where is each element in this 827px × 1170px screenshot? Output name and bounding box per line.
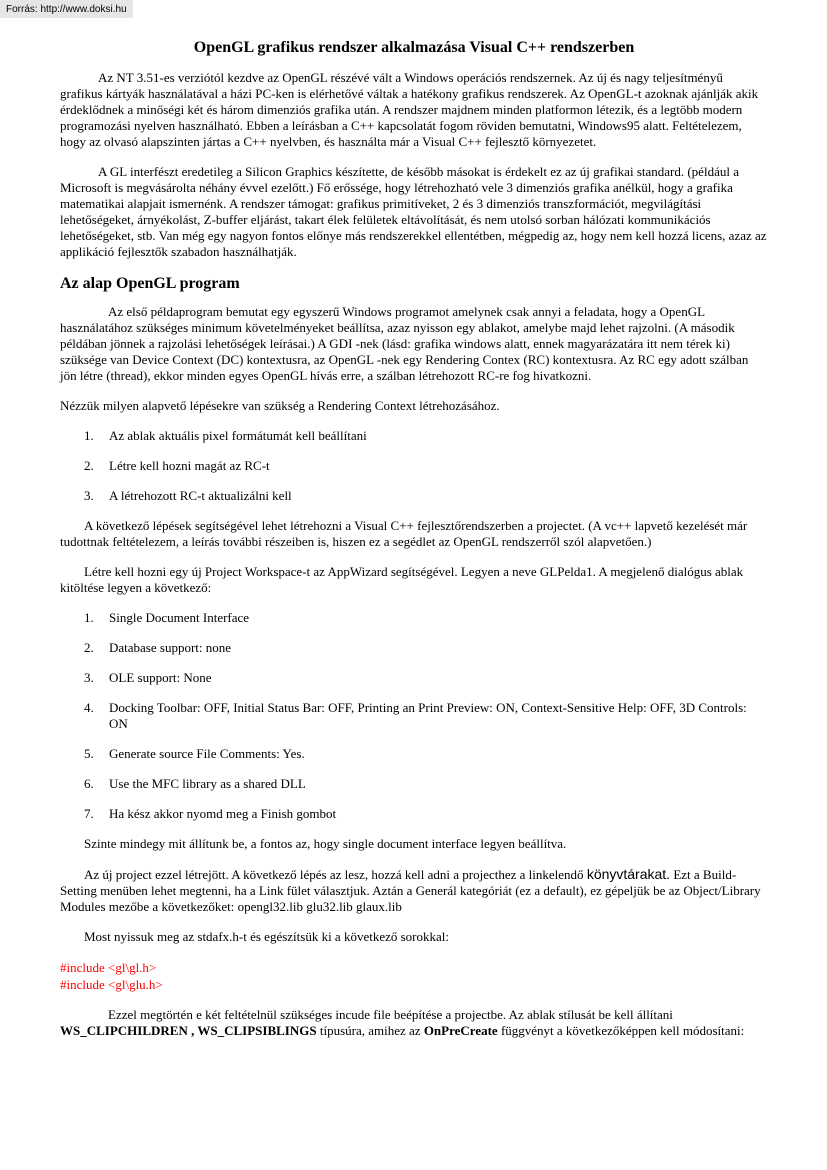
list-item — [60, 610, 768, 626]
section-heading: Az alap OpenGL program — [60, 275, 240, 292]
stdafx-paragraph: Most nyissuk meg az stdafx.h-t és egészítsük ki a következő sorokkal: — [84, 929, 450, 944]
project-text-b: Ezt a Build-Setting menüben lehet megtenni, ha a Link fület választjuk. Aztán a Generál kategóriát (ez a default), ez gépeljük be az Object/Library Modules mezőbe a következőket: opengl32.lib glu32.lib glaux.lib — [60, 867, 761, 914]
list-number: 2. — [84, 458, 94, 473]
list-item — [60, 776, 768, 792]
workspace-paragraph: Létre kell hozni egy új Project Workspace-t az AppWizard segítségével. Legyen a neve GLPelda1. A megjelenő dialógus ablak kitöltése legyen a következő: — [60, 564, 744, 595]
list-text: Docking Toolbar: OFF, Initial Status Bar: OFF, Printing an Print Preview: ON, Context-Sensitive Help: OFF, 3D Controls: ON — [109, 700, 747, 731]
list-text: Az ablak aktuális pixel formátumát kell beállítani — [109, 428, 367, 443]
code-line-glu: #include <gl\glu.h> — [60, 977, 163, 992]
list-number: 4. — [84, 700, 94, 715]
list-text: Database support: none — [109, 640, 232, 655]
final-text-d: függvényt a következőképpen kell módosítani: — [497, 1023, 745, 1038]
intro-paragraph-2: A GL interfészt eredetileg a Silicon Graphics készítette, de később másokat is érdekelt ez az új grafikai standard. (például a Microsoft is megvásárolta néhány évvel ezelőtt.) Fő erőssége, hogy létrehozható vele 3 dimenziós grafika anélkül, hogy a grafika matematikai alapjait ismernénk. A rendszer támogat: grafikus primitíveket, 2 és 3 dimenziós transzformációt, megvilágítási lehetőségeket, árnyékolást, Z-buffer eljárást, takart élek felületek eltávolítását, és nem utolsó sorban hálózati kommunikációs lehetőségeket, stb. Van még egy nagyon fontos előnye más rendszerekkel ellentétben, mégpedig az, hogy nem kell hozzá licens, azaz az applikáció fejlesztők szabadon használhatják. — [60, 164, 767, 259]
function-name: OnPreCreate — [423, 1023, 498, 1038]
list-text: Ha kész akkor nyomd meg a Finish gombot — [109, 806, 337, 821]
list-item — [60, 700, 768, 732]
project-paragraph — [60, 866, 768, 915]
final-text-c: típusúra, amihez az — [316, 1023, 424, 1038]
project-text-libraries: könyvtárakat. — [586, 866, 671, 882]
code-line-gl: #include <gl\gl.h> — [60, 960, 157, 975]
list-item — [60, 640, 768, 656]
list-number: 6. — [84, 776, 94, 791]
list-item — [60, 488, 768, 504]
next-steps-paragraph: A következő lépések segítségével lehet létrehozni a Visual C++ fejlesztőrendszerben a projectet. (A vc++ lapvető kezelését már tudottnak feltételezem, a leírás további részeiben is, hiszen ez a segédlet az OpenGL rendszerről szól alapvetően.) — [60, 518, 748, 549]
window-style-flags: WS_CLIPCHILDREN , WS_CLIPSIBLINGS — [60, 1023, 317, 1038]
list-number: 7. — [84, 806, 94, 821]
list-number: 1. — [84, 428, 94, 443]
final-paragraph — [60, 1007, 768, 1039]
code-block — [60, 959, 768, 993]
document-page — [60, 38, 768, 1053]
list-text: Use the MFC library as a shared DLL — [109, 776, 306, 791]
list-item — [60, 746, 768, 762]
list-item — [60, 428, 768, 444]
list-text: A létrehozott RC-t aktualizálni kell — [109, 488, 292, 503]
source-label: Forrás: http://www.doksi.hu — [0, 0, 133, 18]
list-text: Generate source File Comments: Yes. — [109, 746, 305, 761]
project-text-a: Az új project ezzel létrejött. A következő lépés az lesz, hozzá kell adni a projecthez a linkelendő — [84, 867, 587, 882]
list-text: OLE support: None — [109, 670, 212, 685]
section-paragraph-2: Nézzük milyen alapvető lépésekre van szükség a Rendering Context létrehozásához. — [60, 398, 500, 413]
section-paragraph-1: Az első példaprogram bemutat egy egyszerű Windows programot amelynek csak annyi a feladata, hogy a OpenGL használatához szükséges minimum követelményeket beállítsa, azaz nyisson egy ablakot, amelybe majd lehet rajzolni. (A második példában jönnek a rajzolási lehetőségek leírásai.) A GDI -nek (lásd: grafika windows alatt, ennek magyarázatára itt nem térek ki) szüksége van Device Context (DC) kontextusra, az OpenGL -nek egy Rendering Contex (RC) kontextusra. Az RC egy adott szálban jön létre (thread), ekkor minden egyes OpenGL hívás erre, a szálban létrehozott RC-re fog hivatkozni. — [60, 304, 749, 383]
options-list — [60, 610, 768, 822]
document-title: OpenGL grafikus rendszer alkalmazása Visual C++ rendszerben — [193, 39, 635, 56]
sdi-paragraph: Szinte mindegy mit állítunk be, a fontos az, hogy single document interface legyen beállítva. — [84, 836, 567, 851]
list-item — [60, 670, 768, 686]
list-number: 2. — [84, 640, 94, 655]
list-item — [60, 458, 768, 474]
list-number: 3. — [84, 488, 94, 503]
list-number: 5. — [84, 746, 94, 761]
final-text-a: Ezzel megtörtén e két feltételnül szükséges incude file beépítése a projectbe. Az ablak stílusát be kell állítani — [108, 1007, 673, 1022]
list-text: Single Document Interface — [109, 610, 250, 625]
list-number: 1. — [84, 610, 94, 625]
list-text: Létre kell hozni magát az RC-t — [109, 458, 270, 473]
intro-paragraph-1: Az NT 3.51-es verziótól kezdve az OpenGL részévé vált a Windows operációs rendszernek. Az új és nagy teljesítményű grafikus kártyák használatával a házi PC-ken is elérhetővé váltak a hatékony grafikus rendszerek. Az OpenGL-t azoknak ajánlják akik érdeklődnek a minőségi két és három dimenziós grafika után. A rendszer majdnem minden platformon létezik, és a legtöbb modern programozási nyelven használható. Ebben a leírásban a C++ kapcsolatát fogom röviden bemutatni, Windows95 alatt. Feltételezem, hogy az olvasó alapszinten jártas a C++ nyelvben, és használta már a Visual C++ fejlesztő környezetet. — [60, 70, 759, 149]
list-item — [60, 806, 768, 822]
steps-list — [60, 428, 768, 504]
list-number: 3. — [84, 670, 94, 685]
